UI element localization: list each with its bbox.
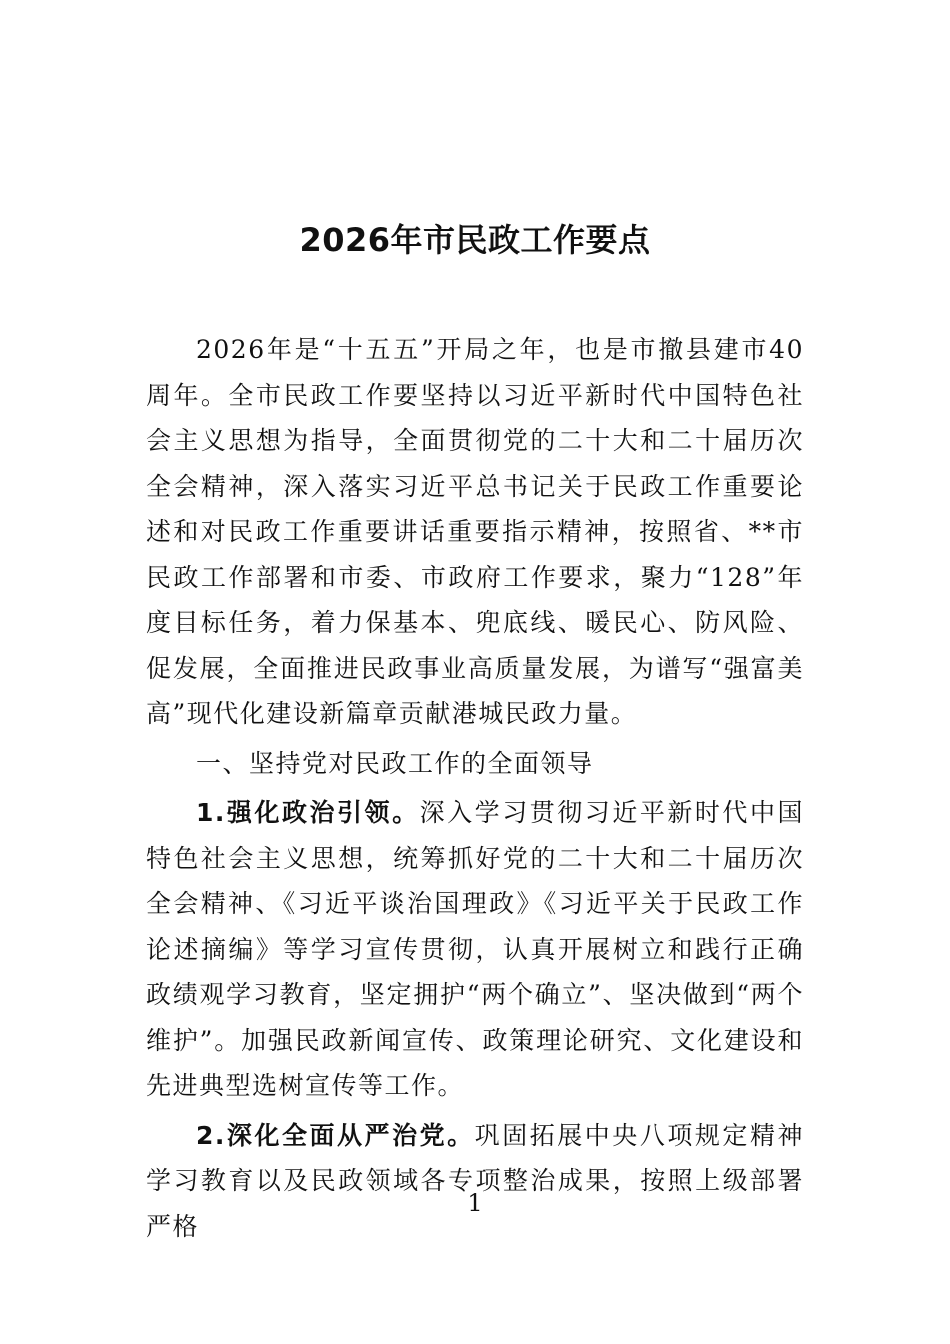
item-lead-2: 2.深化全面从严治党。 bbox=[196, 1120, 475, 1150]
item-text-2: 巩固拓展中央八项规定精神学习教育以及民政领域各专项整治成果，按照上级部署严格 bbox=[146, 1120, 804, 1241]
item-paragraph-2 bbox=[146, 1113, 804, 1250]
section-heading: 一、坚持党对民政工作的全面领导 bbox=[196, 748, 594, 778]
item-text-1: 深入学习贯彻习近平新时代中国特色社会主义思想，统筹抓好党的二十大和二十届历次全会精神、《习近平谈治国理政》《习近平关于民政工作论述摘编》等学习宣传贯彻，认真开展树立和践行正确政绩观学习教育，坚定拥护“两个确立”、坚决做到“两个维护”。加强民政新闻宣传、政策理论研究、文化建设和先进典型选树宣传等工作。 bbox=[146, 798, 804, 1100]
page-title: 2026年市民政工作要点 bbox=[299, 221, 651, 260]
page-number: 1 bbox=[467, 1189, 483, 1217]
item-lead-1: 1.强化政治引领。 bbox=[196, 798, 420, 827]
document-body bbox=[146, 327, 804, 1249]
item-paragraph-1 bbox=[146, 790, 804, 1109]
intro-paragraph: 2026年是“十五五”开局之年，也是市撤县建市40周年。全市民政工作要坚持以习近平新时代中国特色社会主义思想为指导，全面贯彻党的二十大和二十届历次全会精神，深入落实习近平总书记关于民政工作重要论述和对民政工作重要讲话重要指示精神，按照省、**市民政工作部署和市委、市政府工作要求，聚力“128”年度目标任务，着力保基本、兜底线、暖民心、防风险、促发展，全面推进民政事业高质量发展，为谱写“强富美高”现代化建设新篇章贡献港城民政力量。 bbox=[146, 335, 804, 728]
